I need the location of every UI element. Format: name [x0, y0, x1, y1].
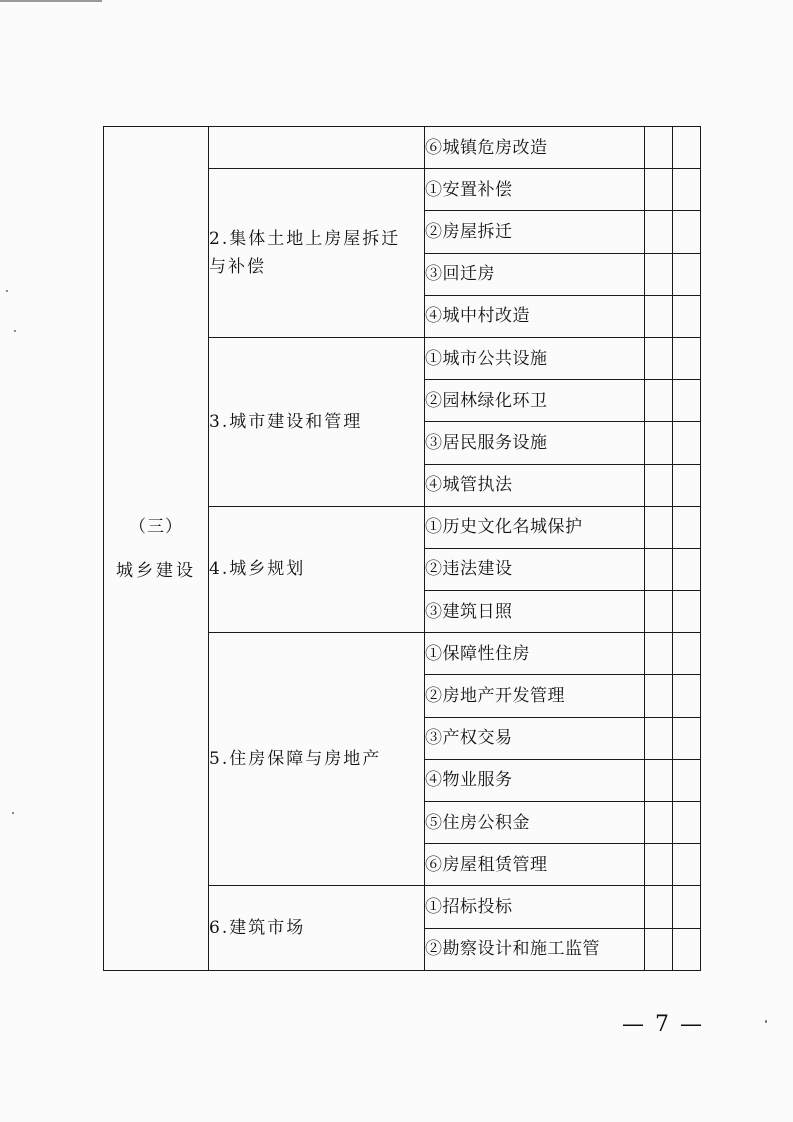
item-cell: ②勘察设计和施工监管	[425, 928, 645, 970]
blank-cell	[673, 844, 701, 886]
item-cell: ③产权交易	[425, 717, 645, 759]
scan-speck	[12, 812, 14, 814]
blank-cell	[645, 380, 673, 422]
blank-cell	[645, 633, 673, 675]
category-name: 城乡建设	[116, 560, 196, 581]
blank-cell	[673, 211, 701, 253]
scan-speck	[6, 290, 8, 292]
blank-cell	[673, 548, 701, 590]
scan-edge-mark	[0, 0, 102, 2]
item-cell: ②园林绿化环卫	[425, 380, 645, 422]
blank-cell	[673, 928, 701, 970]
item-cell: ③建筑日照	[425, 591, 645, 633]
item-cell: ①城市公共设施	[425, 337, 645, 379]
blank-cell	[673, 127, 701, 169]
item-cell: ①安置补偿	[425, 169, 645, 211]
blank-cell	[645, 211, 673, 253]
subcategory-cell: 5.住房保障与房地产	[209, 633, 425, 886]
blank-cell	[673, 337, 701, 379]
item-cell: ⑤住房公积金	[425, 802, 645, 844]
scan-speck	[14, 330, 16, 332]
item-cell: ④城管执法	[425, 464, 645, 506]
blank-cell	[645, 422, 673, 464]
item-cell: ④物业服务	[425, 759, 645, 801]
blank-cell	[645, 253, 673, 295]
item-cell: ②房地产开发管理	[425, 675, 645, 717]
blank-cell	[673, 759, 701, 801]
blank-cell	[673, 886, 701, 928]
blank-cell	[645, 844, 673, 886]
subcategory-cell: 6.建筑市场	[209, 886, 425, 971]
item-cell: ④城中村改造	[425, 295, 645, 337]
blank-cell	[673, 380, 701, 422]
blank-cell	[645, 127, 673, 169]
blank-cell	[673, 169, 701, 211]
item-cell: ③回迁房	[425, 253, 645, 295]
blank-cell	[673, 675, 701, 717]
blank-cell	[645, 759, 673, 801]
category-number: （三）	[129, 516, 183, 537]
subcategory-cell: 3.城市建设和管理	[209, 337, 425, 506]
scan-speck	[765, 1020, 767, 1023]
subcategory-cell	[209, 127, 425, 169]
item-cell: ①历史文化名城保护	[425, 506, 645, 548]
subcategory-label: 2.集体土地上房屋拆迁与补偿	[209, 229, 401, 278]
blank-cell	[673, 422, 701, 464]
blank-cell	[645, 928, 673, 970]
item-cell: ①保障性住房	[425, 633, 645, 675]
blank-cell	[673, 506, 701, 548]
blank-cell	[645, 886, 673, 928]
category-cell	[104, 127, 209, 971]
blank-cell	[673, 295, 701, 337]
classification-table	[103, 126, 701, 971]
item-cell: ②房屋拆迁	[425, 211, 645, 253]
blank-cell	[645, 591, 673, 633]
blank-cell	[673, 464, 701, 506]
blank-cell	[645, 675, 673, 717]
blank-cell	[673, 633, 701, 675]
blank-cell	[645, 169, 673, 211]
blank-cell	[645, 464, 673, 506]
subcategory-cell	[209, 169, 425, 338]
blank-cell	[645, 717, 673, 759]
blank-cell	[673, 802, 701, 844]
item-cell: ⑥房屋租赁管理	[425, 844, 645, 886]
blank-cell	[673, 591, 701, 633]
item-cell: ①招标投标	[425, 886, 645, 928]
blank-cell	[673, 717, 701, 759]
item-cell: ⑥城镇危房改造	[425, 127, 645, 169]
blank-cell	[673, 253, 701, 295]
blank-cell	[645, 295, 673, 337]
blank-cell	[645, 506, 673, 548]
table-row	[104, 127, 701, 169]
subcategory-cell: 4.城乡规划	[209, 506, 425, 633]
item-cell: ③居民服务设施	[425, 422, 645, 464]
blank-cell	[645, 337, 673, 379]
page-number: — 7 —	[622, 1012, 704, 1037]
blank-cell	[645, 548, 673, 590]
item-cell: ②违法建设	[425, 548, 645, 590]
blank-cell	[645, 802, 673, 844]
